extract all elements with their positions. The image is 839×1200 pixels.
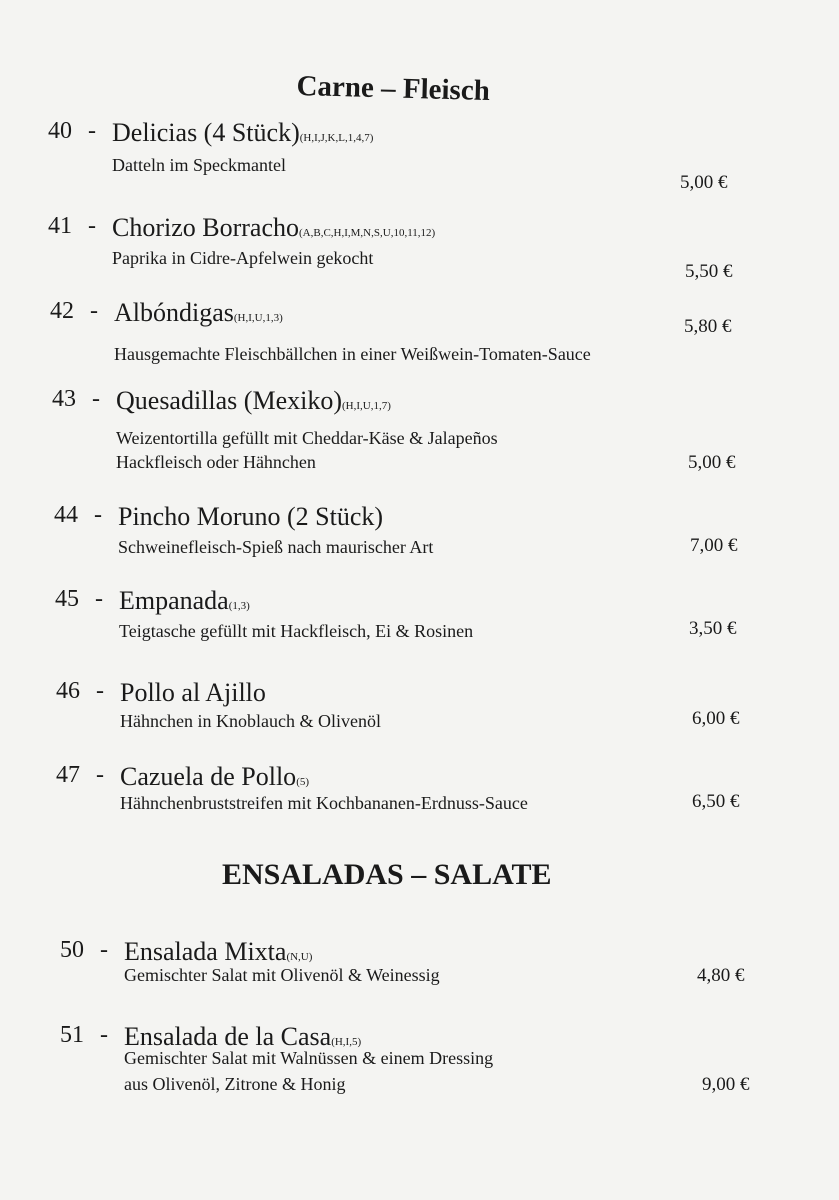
item-name: Pollo al Ajillo	[120, 678, 266, 707]
item-allergens: (A,B,C,H,I,M,N,S,U,10,11,12)	[299, 227, 436, 239]
item-name: Chorizo Borracho(A,B,C,H,I,M,N,S,U,10,11,12)	[112, 213, 436, 242]
item-price: 5,00 €	[680, 172, 728, 193]
item-price: 4,80 €	[697, 965, 745, 986]
item-price: 5,00 €	[688, 452, 736, 473]
item-description: aus Olivenöl, Zitrone & Honig	[124, 1074, 346, 1094]
menu-item-43	[52, 386, 752, 476]
item-description: Hähnchen in Knoblauch & Olivenöl	[120, 711, 381, 731]
item-description: Weizentortilla gefüllt mit Cheddar-Käse & Jalapeños	[116, 428, 498, 448]
item-price: 7,00 €	[690, 535, 738, 556]
item-name: Empanada(1,3)	[119, 586, 250, 615]
item-description: Datteln im Speckmantel	[112, 155, 286, 175]
menu-item-44	[54, 502, 754, 592]
item-dash: -	[94, 502, 102, 528]
item-description: Hähnchenbruststreifen mit Kochbananen-Erdnuss-Sauce	[120, 793, 528, 813]
item-allergens: (H,I,J,K,L,1,4,7)	[299, 132, 374, 144]
item-allergens: (H,I,5)	[331, 1036, 362, 1048]
item-allergens: (5)	[296, 776, 310, 788]
item-description: Paprika in Cidre-Apfelwein gekocht	[112, 248, 374, 268]
item-price: 3,50 €	[689, 618, 737, 639]
item-description: Gemischter Salat mit Olivenöl & Weinessig	[124, 965, 440, 985]
item-dash: -	[96, 762, 104, 788]
item-name: Cazuela de Pollo(5)	[120, 762, 310, 791]
item-name: Delicias (4 Stück)(H,I,J,K,L,1,4,7)	[112, 118, 374, 147]
item-price: 5,80 €	[684, 316, 732, 337]
item-name: Ensalada de la Casa(H,I,5)	[124, 1022, 362, 1051]
item-allergens: (H,I,U,1,3)	[233, 312, 283, 324]
item-name: Pincho Moruno (2 Stück)	[118, 502, 384, 531]
item-name: Albóndigas(H,I,U,1,3)	[114, 298, 283, 327]
item-number: 43	[52, 386, 76, 412]
menu-item-41	[48, 213, 748, 303]
item-dash: -	[92, 386, 100, 412]
item-dash: -	[100, 1022, 108, 1048]
item-dash: -	[100, 937, 108, 963]
item-dash: -	[95, 586, 103, 612]
menu-item-50	[60, 937, 760, 1027]
section-title-carne: Carne – Fleisch	[296, 70, 491, 108]
item-number: 46	[56, 678, 80, 704]
menu-item-45	[55, 586, 755, 676]
item-price: 6,00 €	[692, 708, 740, 729]
item-description: Hausgemachte Fleischbällchen in einer Weißwein-Tomaten-Sauce	[114, 344, 591, 364]
item-allergens: (1,3)	[228, 600, 250, 612]
item-number: 50	[60, 937, 84, 963]
item-price: 9,00 €	[702, 1074, 750, 1095]
item-name: Ensalada Mixta(N,U)	[124, 937, 313, 966]
menu-item-47	[56, 762, 756, 852]
item-number: 44	[54, 502, 78, 528]
section-title-ensaladas: ENSALADAS – SALATE	[222, 858, 552, 891]
item-allergens: (N,U)	[286, 951, 313, 963]
item-dash: -	[96, 678, 104, 704]
menu-item-42	[50, 298, 750, 388]
menu-item-40	[48, 118, 748, 208]
item-allergens: (H,I,U,1,7)	[342, 400, 391, 412]
item-dash: -	[90, 298, 98, 324]
item-description: Teigtasche gefüllt mit Hackfleisch, Ei & Rosinen	[119, 621, 474, 641]
item-dash: -	[88, 213, 96, 239]
item-number: 41	[48, 213, 72, 239]
item-number: 42	[50, 298, 74, 324]
item-number: 47	[56, 762, 80, 788]
item-price: 5,50 €	[685, 261, 733, 282]
item-price: 6,50 €	[692, 791, 740, 812]
menu-item-46	[56, 678, 756, 768]
item-number: 45	[55, 586, 79, 612]
item-description: Schweinefleisch-Spieß nach maurischer Art	[118, 537, 434, 557]
menu-item-51	[60, 1022, 760, 1112]
item-dash: -	[88, 118, 96, 144]
item-description: Gemischter Salat mit Walnüssen & einem Dressing	[124, 1048, 494, 1068]
item-number: 51	[60, 1022, 84, 1048]
item-number: 40	[48, 118, 72, 144]
item-name: Quesadillas (Mexiko)(H,I,U,1,7)	[116, 386, 391, 415]
item-description: Hackfleisch oder Hähnchen	[116, 452, 316, 472]
